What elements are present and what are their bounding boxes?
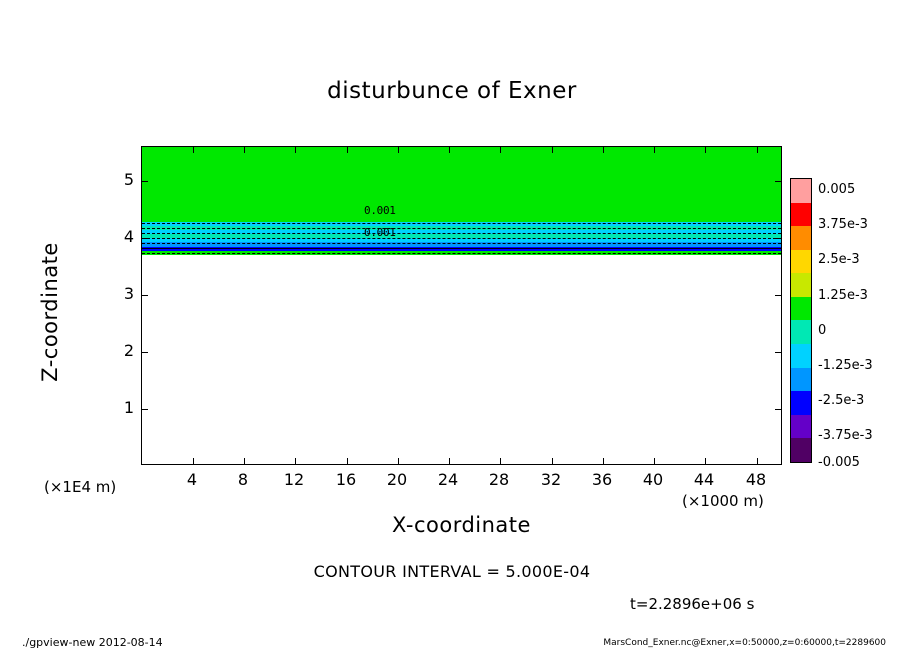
- colorbar-tick-label: 1.25e-3: [818, 288, 868, 303]
- plot-area: [141, 146, 782, 465]
- contour-line: [142, 243, 781, 244]
- y-tick: [142, 238, 148, 239]
- y-tick: [142, 409, 148, 410]
- x-axis-title: X-coordinate: [392, 513, 531, 537]
- colorbar-tick-label: -3.75e-3: [818, 428, 873, 443]
- contour-label: 0.001: [364, 226, 396, 239]
- contour-line: [142, 223, 781, 224]
- x-tick: [449, 458, 450, 464]
- y-tick: [142, 181, 148, 182]
- y-tick-right: [775, 181, 781, 182]
- x-tick-top: [449, 147, 450, 153]
- x-tick-label: 44: [693, 470, 715, 489]
- y-tick-label: 2: [123, 341, 134, 360]
- colorbar-tick-label: 2.5e-3: [818, 252, 860, 267]
- x-tick-top: [705, 147, 706, 153]
- x-tick-label: 40: [642, 470, 664, 489]
- y-tick-right: [775, 238, 781, 239]
- colorbar-cell: [791, 438, 811, 462]
- y-tick-right: [775, 409, 781, 410]
- y-axis-title: Z-coordinate: [38, 242, 62, 382]
- y-tick-right: [775, 295, 781, 296]
- x-tick-label: 16: [335, 470, 357, 489]
- contour-line: [142, 253, 781, 254]
- colorbar-cell: [791, 203, 811, 227]
- colorbar-cell: [791, 368, 811, 392]
- x-tick-label: 20: [386, 470, 408, 489]
- x-tick: [705, 458, 706, 464]
- y-tick-label: 5: [123, 170, 134, 189]
- colorbar-cell: [791, 250, 811, 274]
- y-tick-label: 1: [123, 398, 134, 417]
- contour-line: [142, 233, 781, 234]
- x-tick-label: 24: [437, 470, 459, 489]
- footer-right-text: MarsCond_Exner.nc@Exner,x=0:50000,z=0:60000,t=2289600: [603, 638, 886, 648]
- colorbar-cell: [791, 415, 811, 439]
- x-tick-label: 28: [488, 470, 510, 489]
- x-tick: [500, 458, 501, 464]
- x-tick-top: [398, 147, 399, 153]
- x-tick-top: [757, 147, 758, 153]
- x-tick: [552, 458, 553, 464]
- y-axis-unit-label: (×1E4 m): [44, 478, 117, 496]
- x-tick-top: [603, 147, 604, 153]
- colorbar-cell: [791, 226, 811, 250]
- x-tick-label: 48: [745, 470, 767, 489]
- contour-line: [142, 238, 781, 239]
- x-tick: [347, 458, 348, 464]
- x-tick-label: 8: [237, 470, 249, 489]
- colorbar-cell: [791, 391, 811, 415]
- contour-label: 0.001: [364, 204, 396, 217]
- x-tick: [654, 458, 655, 464]
- x-tick-top: [500, 147, 501, 153]
- colorbar-cell: [791, 273, 811, 297]
- x-tick-top: [654, 147, 655, 153]
- colorbar-tick-label: 0: [818, 323, 827, 338]
- x-tick: [193, 458, 194, 464]
- x-tick-label: 36: [591, 470, 613, 489]
- colorbar-cell: [791, 179, 811, 203]
- x-tick: [244, 458, 245, 464]
- x-tick-top: [552, 147, 553, 153]
- x-tick-label: 32: [540, 470, 562, 489]
- x-tick: [603, 458, 604, 464]
- y-tick-label: 3: [123, 284, 134, 303]
- x-tick: [295, 458, 296, 464]
- contour-line: [142, 248, 781, 249]
- x-tick: [398, 458, 399, 464]
- y-tick-label: 4: [123, 227, 134, 246]
- contour-line: [142, 228, 781, 229]
- colorbar-tick-label: 0.005: [818, 182, 856, 197]
- footer-left-text: ./gpview-new 2012-08-14: [22, 636, 163, 649]
- x-tick-label: 12: [283, 470, 305, 489]
- colorbar: [790, 178, 812, 463]
- region-upper-green-band: [142, 147, 781, 222]
- x-axis-unit-label: (×1000 m): [682, 492, 764, 510]
- x-tick-top: [295, 147, 296, 153]
- x-tick-top: [244, 147, 245, 153]
- colorbar-tick-label: -2.5e-3: [818, 393, 865, 408]
- x-tick-label: 4: [186, 470, 198, 489]
- time-label: t=2.2896e+06 s: [630, 595, 755, 613]
- y-tick-right: [775, 352, 781, 353]
- region-stratified-band: [142, 222, 781, 255]
- y-tick: [142, 295, 148, 296]
- x-tick-top: [193, 147, 194, 153]
- colorbar-cell: [791, 320, 811, 344]
- colorbar-tick-label: -1.25e-3: [818, 358, 873, 373]
- colorbar-tick-label: 3.75e-3: [818, 217, 868, 232]
- colorbar-cell: [791, 297, 811, 321]
- x-tick: [757, 458, 758, 464]
- y-tick: [142, 352, 148, 353]
- colorbar-tick-label: -0.005: [818, 455, 860, 470]
- x-tick-top: [347, 147, 348, 153]
- contour-interval-label: CONTOUR INTERVAL = 5.000E-04: [313, 562, 591, 581]
- colorbar-cell: [791, 344, 811, 368]
- chart-title: disturbunce of Exner: [327, 78, 577, 104]
